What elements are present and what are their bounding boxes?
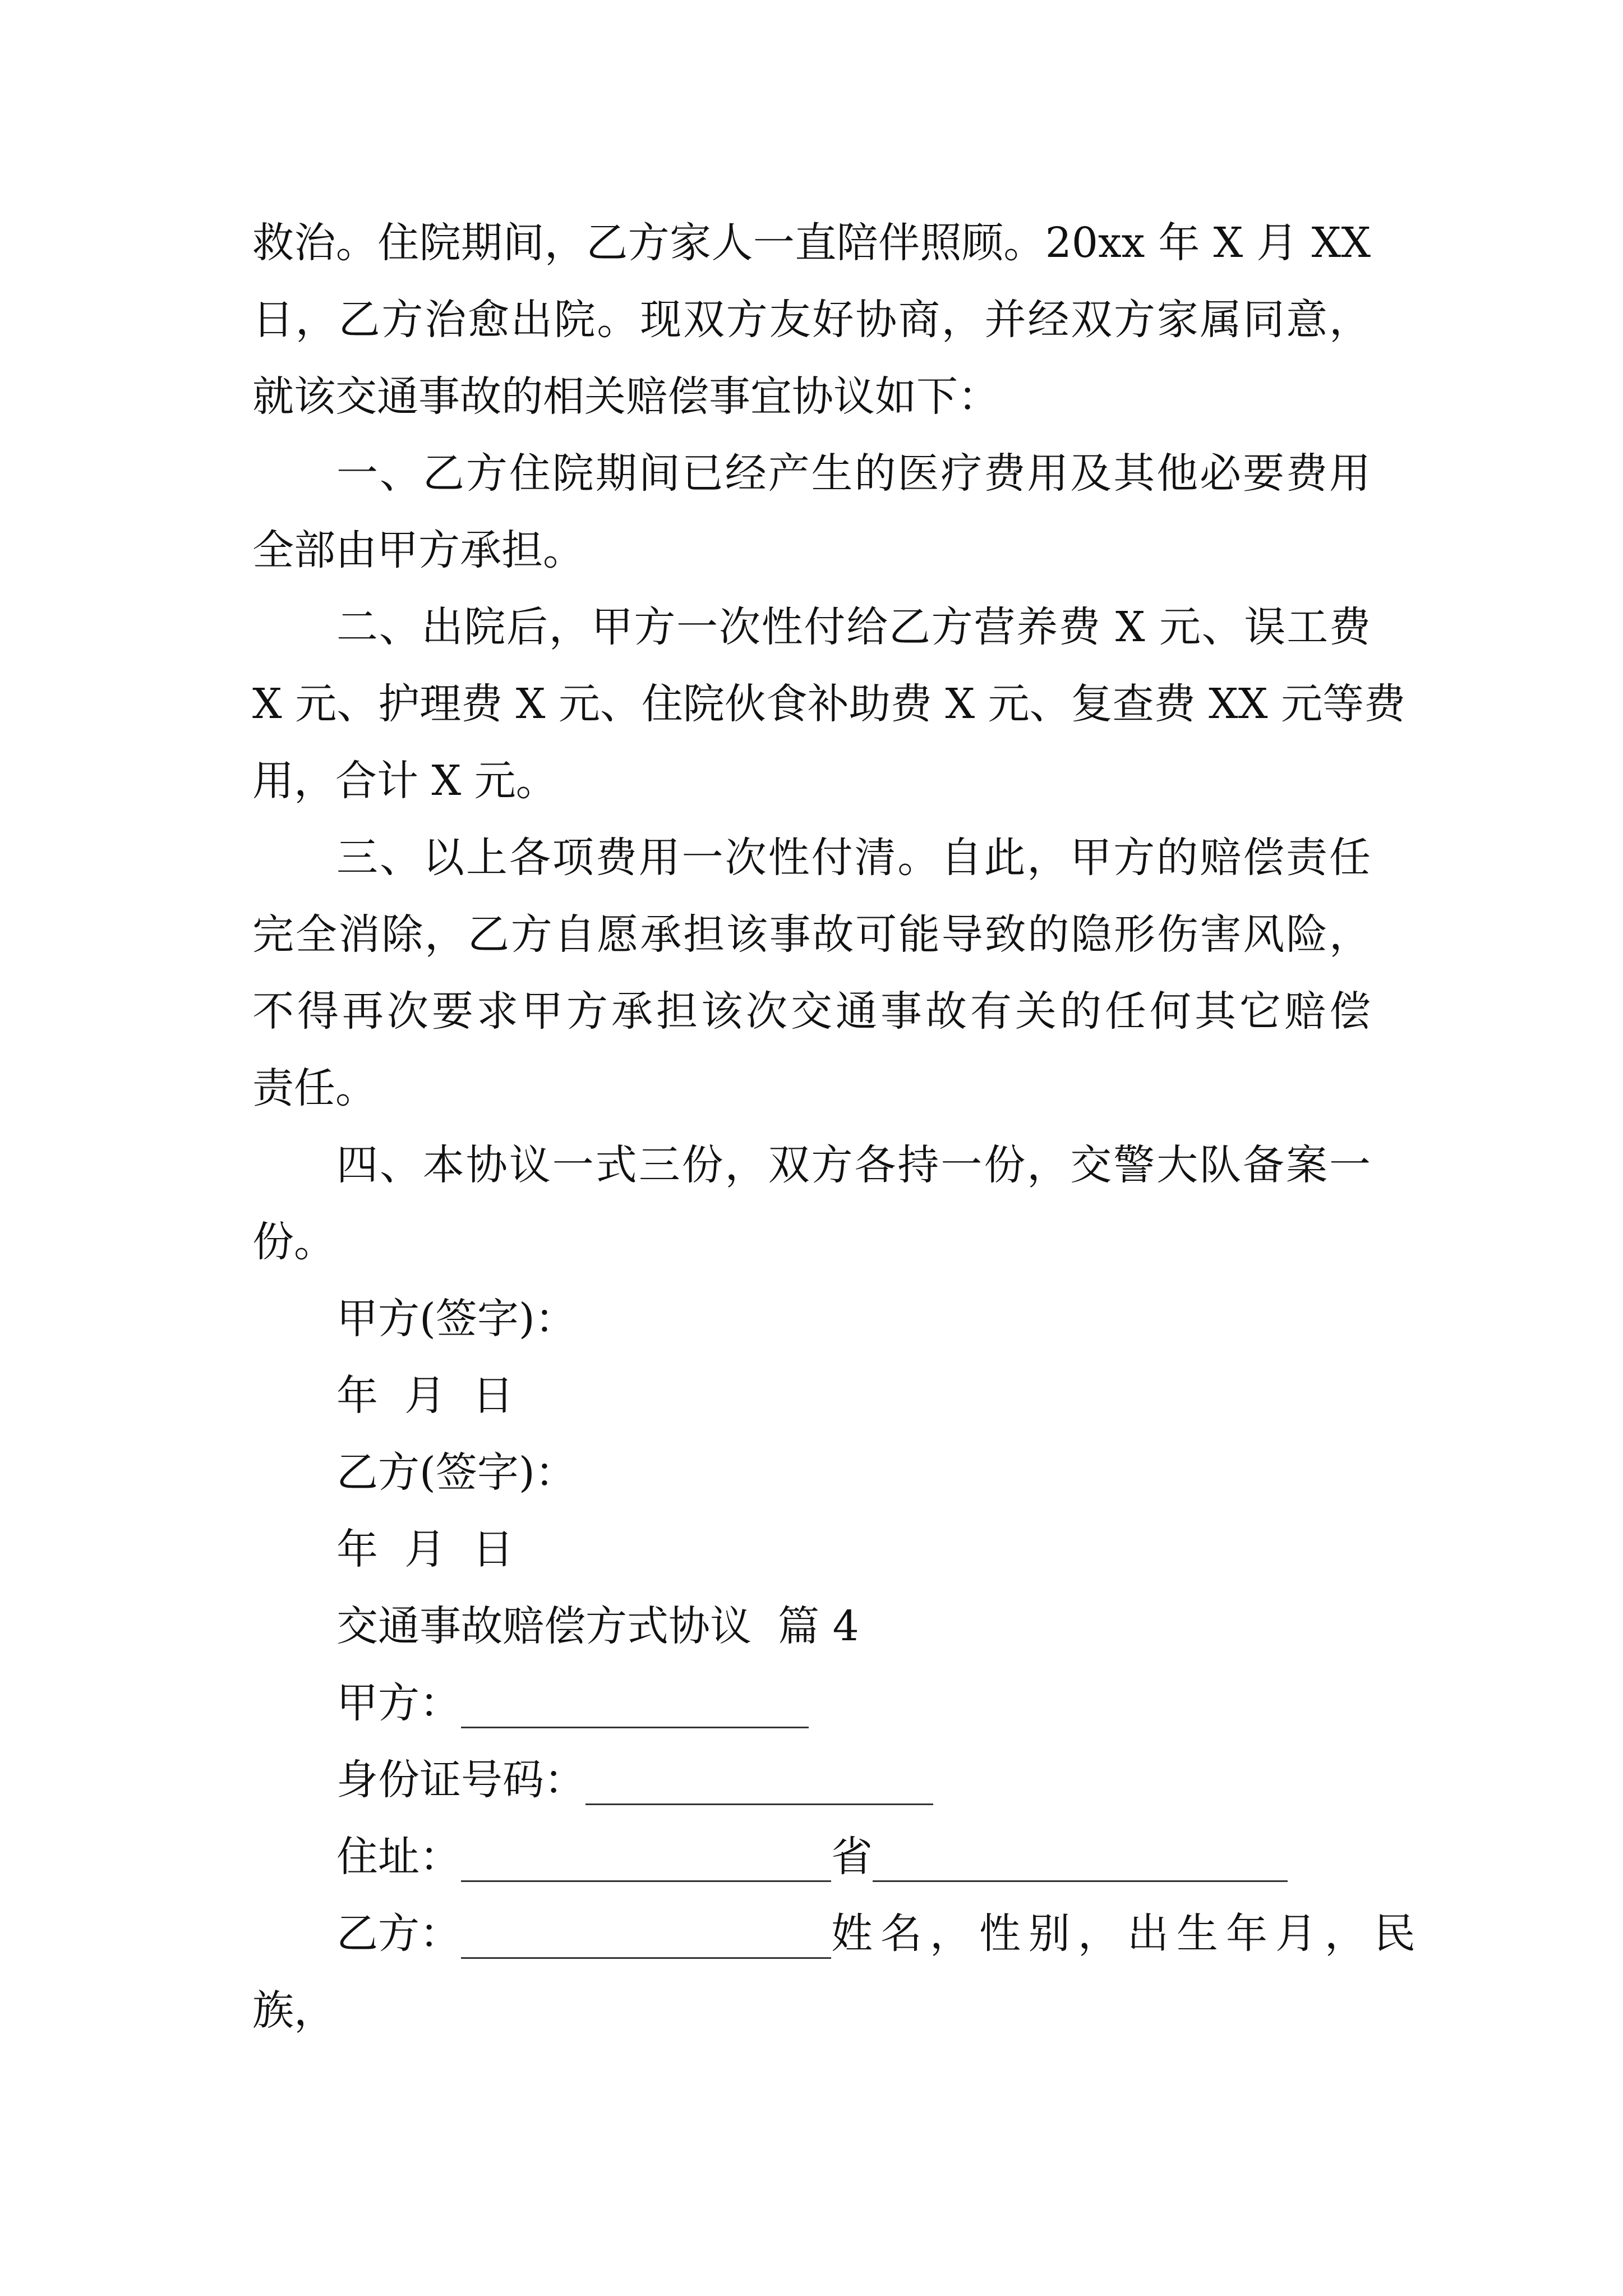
clause-3-line-1: 三、以上各项费用一次性付清。自此，甲方的赔偿责任	[336, 834, 1371, 882]
clause-3-line-2: 完全消除，乙方自愿承担该事故可能导致的隐形伤害风险，	[252, 910, 1371, 959]
party-b-fields-cont: 族，	[252, 1986, 335, 2035]
province-label: 省	[831, 1833, 873, 1881]
party-b-blank[interactable]	[461, 1918, 831, 1959]
id-number-label: 身份证号码：	[336, 1756, 585, 1804]
clause-2-line-1: 二、出院后，甲方一次性付给乙方营养费 X 元、误工费	[336, 603, 1371, 651]
clause-2-line-2: X 元、护理费 X 元、住院伙食补助费 X 元、复查费 XX 元等费	[252, 680, 1406, 728]
party-b-date: 年 月 日	[336, 1525, 514, 1573]
intro-line-3: 就该交通事故的相关赔偿事宜协议如下：	[252, 372, 999, 421]
party-a-label: 甲方：	[336, 1679, 461, 1727]
address-label: 住址：	[336, 1833, 461, 1881]
clause-3-line-4: 责任。	[252, 1064, 377, 1112]
clause-2-line-3: 用，合计 X 元。	[252, 757, 557, 805]
party-b-row	[336, 1908, 1423, 1959]
intro-line-2: 日，乙方治愈出院。现双方友好协商，并经双方家属同意，	[252, 296, 1371, 344]
clause-3-line-3: 不得再次要求甲方承担该次交通事故有关的任何其它赔偿	[252, 987, 1371, 1036]
clause-1-line-1: 一、乙方住院期间已经产生的医疗费用及其他必要费用	[336, 449, 1371, 498]
party-b-fields: 姓名，性别，出生年月，民	[831, 1910, 1423, 1958]
clause-4-line-1: 四、本协议一式三份，双方各持一份，交警大队备案一	[336, 1141, 1371, 1189]
id-number-row	[336, 1755, 933, 1805]
clause-4-line-2: 份。	[252, 1218, 335, 1266]
party-a-blank[interactable]	[461, 1687, 809, 1728]
id-number-blank[interactable]	[585, 1764, 933, 1805]
party-a-date: 年 月 日	[336, 1372, 514, 1420]
address-blank[interactable]	[461, 1841, 831, 1882]
clause-1-line-2: 全部由甲方承担。	[252, 526, 584, 574]
section-title: 交通事故赔偿方式协议 篇 4	[336, 1602, 859, 1650]
party-a-signature-label: 甲方(签字)：	[336, 1295, 577, 1343]
party-b-signature-label: 乙方(签字)：	[336, 1448, 577, 1497]
intro-line-1: 救治。住院期间，乙方家人一直陪伴照顾。20xx 年 X 月 XX	[252, 219, 1371, 267]
province-blank[interactable]	[873, 1841, 1288, 1882]
address-row	[336, 1832, 1288, 1882]
party-b-label: 乙方：	[336, 1910, 461, 1958]
party-a-row	[336, 1678, 809, 1728]
